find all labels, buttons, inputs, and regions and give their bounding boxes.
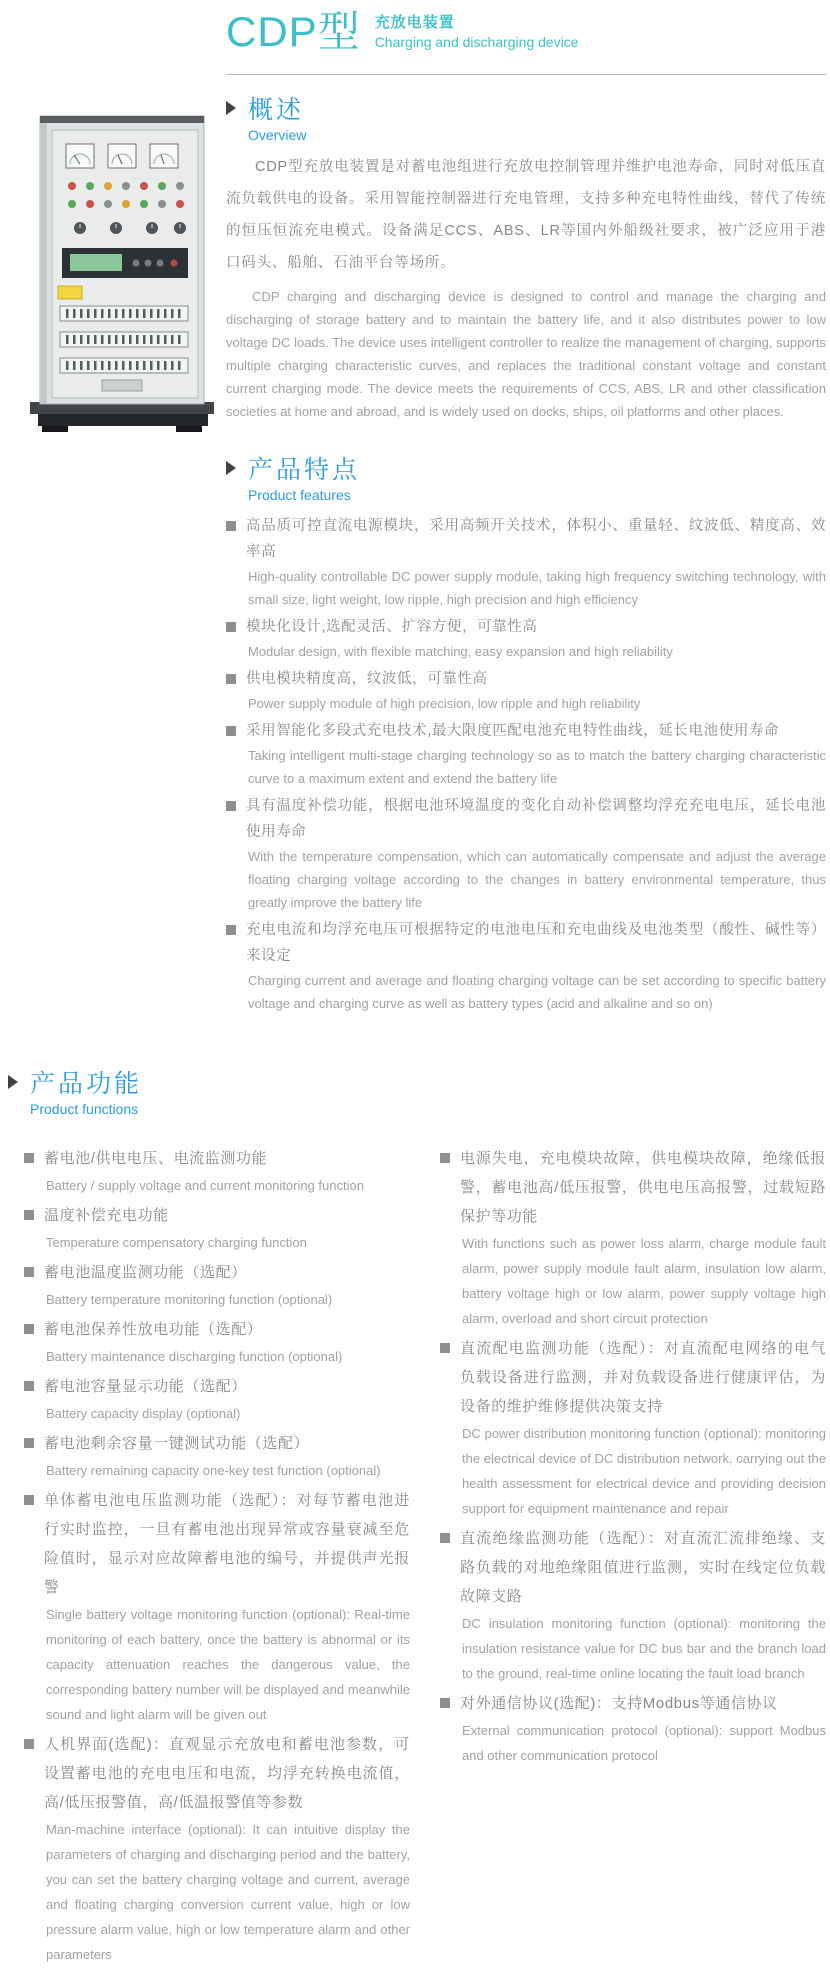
bullet-square-icon xyxy=(226,925,236,935)
feature-item xyxy=(226,614,826,663)
bullet-square-icon xyxy=(226,622,236,632)
feature-cn-text: 高品质可控直流电源模块，采用高频开关技术，体积小、重量轻、纹波低、精度高、效率高 xyxy=(246,518,826,560)
function-item xyxy=(440,1334,826,1521)
overview-title-cn: 概述 xyxy=(248,96,305,124)
feature-item xyxy=(226,666,826,715)
bullet-square-icon xyxy=(226,726,236,736)
feature-cn-text: 供电模块精度高，纹波低，可靠性高 xyxy=(246,671,488,687)
bullet-square-icon xyxy=(226,801,236,811)
function-en-text: Battery temperature monitoring function (optional) xyxy=(46,1292,333,1307)
function-cn-text: 单体蓄电池电压监测功能（选配）：对每节蓄电池进行实时监控，一旦有蓄电池出现异常或容量衰减至危险值时，显示对应故障蓄电池的编号，并提供声光报警 xyxy=(44,1492,410,1596)
bullet-square-icon xyxy=(226,521,236,531)
function-en-text: Battery / supply voltage and current monitoring function xyxy=(46,1178,364,1193)
feature-item xyxy=(226,793,826,914)
section-marker-icon xyxy=(226,461,236,475)
terminal-strips xyxy=(60,306,188,373)
function-item xyxy=(24,1486,410,1727)
feature-cn-text: 充电电流和均浮充电压可根据特定的电池电压和充电曲线及电池类型（酸性、碱性等）来设定 xyxy=(246,922,826,964)
function-item xyxy=(440,1524,826,1686)
bullet-square-icon xyxy=(440,1153,450,1163)
function-item xyxy=(24,1372,410,1426)
function-cn-text: 蓄电池/供电电压、电流监测功能 xyxy=(44,1150,268,1167)
function-en-text: Battery capacity display (optional) xyxy=(46,1406,241,1421)
bullet-square-icon xyxy=(440,1533,450,1543)
function-cn-text: 蓄电池温度监测功能（选配） xyxy=(44,1264,247,1281)
overview-paragraph-en: CDP charging and discharging device is designed to control and manage the charging and discharging of storage battery and to maintain the battery life, and it also distributes power to low voltage DC loads. The device uses intelligent controller to realize the management of charging, supports multiple charging characteristic curves, and replaces the traditional constant voltage and constant current charging mode. The device meets the requirements of CCS, ABS, LR and other classification societies at home and abroad, and is widely used on docks, ships, oil platforms and other places. xyxy=(226,289,826,419)
feature-en-text: Power supply module of high precision, low ripple and high reliability xyxy=(248,696,641,711)
functions-title-cn: 产品功能 xyxy=(30,1070,143,1098)
feature-en-text: Modular design, with flexible matching, easy expansion and high reliability xyxy=(248,644,673,659)
function-cn-text: 对外通信协议(选配)：支持Modbus等通信协议 xyxy=(460,1695,778,1712)
title-divider xyxy=(226,74,826,75)
product-title xyxy=(226,8,579,56)
functions-title-en: Product functions xyxy=(30,1101,139,1117)
product-photo xyxy=(28,112,216,434)
function-en-text: With functions such as power loss alarm, charge module fault alarm, power supply module fault alarm, insulation low alarm, battery voltage high or low alarm, power supply voltage high alarm, overload and short circuit protection xyxy=(462,1236,826,1326)
bullet-square-icon xyxy=(226,674,236,684)
warning-label xyxy=(58,286,82,299)
feature-en-text: Taking intelligent multi-stage charging technology so as to match the battery charging characteristic curve to a maximum extent and extend the battery life xyxy=(248,748,826,786)
model-subtitle xyxy=(375,12,579,52)
function-cn-text: 人机界面(选配)：直观显示充放电和蓄电池参数，可设置蓄电池的充电电压和电流，均浮充转换电流值，高/低压报警值，高/低温报警值等参数 xyxy=(44,1736,410,1811)
function-item xyxy=(24,1730,410,1967)
function-cn-text: 温度补偿充电功能 xyxy=(44,1207,169,1224)
function-item xyxy=(440,1689,826,1768)
functions-left-column xyxy=(24,1144,410,1970)
feature-cn-text: 具有温度补偿功能，根据电池环境温度的变化自动补偿调整均浮充充电电压，延长电池使用寿命 xyxy=(246,798,826,840)
display-panel xyxy=(62,248,188,278)
feature-item xyxy=(226,917,826,1015)
bullet-square-icon xyxy=(24,1739,34,1749)
function-item xyxy=(24,1144,410,1198)
feature-item xyxy=(226,513,826,611)
function-en-text: Battery remaining capacity one-key test function (optional) xyxy=(46,1463,381,1478)
subtitle-en: Charging and discharging device xyxy=(374,34,579,50)
bullet-square-icon xyxy=(440,1343,450,1353)
model-name: CDP型 xyxy=(226,8,361,55)
function-en-text: Man-machine interface (optional): It can intuitive display the parameters of charging and discharging period and the battery, you can set the battery charging voltage and current, average and floating charging conversion current value, high or low pressure alarm value, high or low temperature alarm and other parameters xyxy=(46,1822,410,1962)
function-item xyxy=(24,1258,410,1312)
section-marker-icon xyxy=(226,101,236,115)
overview-paragraph-cn: CDP型充放电装置是对蓄电池组进行充放电控制管理并维护电池寿命，同时对低压直流负载供电的设备。采用智能控制器进行充电管理，支持多种充电特性曲线，替代了传统的恒压恒流充电模式。设备满足CCS、ABS、LR等国内外船级社要求，被广泛应用于港口码头、船舶、石油平台等场所。 xyxy=(226,159,826,271)
function-cn-text: 蓄电池保养性放电功能（选配） xyxy=(44,1321,263,1338)
function-en-text: Single battery voltage monitoring function (optional): Real-time monitoring of each battery, once the battery is abnormal or its capacity attenuation reaches the dangerous value, the corresponding battery number will be displayed and meanwhile sound and light alarm will be given out xyxy=(46,1607,410,1722)
bullet-square-icon xyxy=(24,1153,34,1163)
feature-en-text: High-quality controllable DC power supply module, taking high frequency switching technology, with small size, light weight, low ripple, high precision and high efficiency xyxy=(248,569,826,607)
function-en-text: DC power distribution monitoring function (optional): monitoring the electrical device of DC distribution network, carrying out the health assessment for electrical device and providing decision support for equipment maintenance and repair xyxy=(462,1426,826,1516)
function-cn-text: 电源失电，充电模块故障，供电模块故障，绝缘低报警，蓄电池高/低压报警，供电电压高报警，过载短路保护等功能 xyxy=(460,1150,826,1225)
bullet-square-icon xyxy=(24,1438,34,1448)
feature-en-text: With the temperature compensation, which can automatically compensate and adjust the average floating charging voltage according to the changes in battery environmental temperature, thus greatly improve the battery life xyxy=(248,849,826,910)
bullet-square-icon xyxy=(24,1324,34,1334)
overview-title-en: Overview xyxy=(248,127,307,143)
feature-en-text: Charging current and average and floating charging voltage can be set according to specific battery voltage and charging curve as well as battery types (acid and alkaline and so on) xyxy=(248,973,826,1011)
feature-cn-text: 模块化设计,选配灵活、扩容方便，可靠性高 xyxy=(246,619,538,635)
bullet-square-icon xyxy=(24,1381,34,1391)
section-marker-icon xyxy=(8,1075,18,1089)
function-cn-text: 直流绝缘监测功能（选配）：对直流汇流排绝缘、支路负载的对地绝缘阻值进行监测，实时在线定位负载故障支路 xyxy=(460,1530,826,1605)
function-en-text: DC insulation monitoring function (optional): monitoring the insulation resistance value for DC bus bar and the branch load to the ground, real-time online locating the fault load branch xyxy=(462,1616,826,1681)
function-cn-text: 蓄电池容量显示功能（选配） xyxy=(44,1378,247,1395)
function-item xyxy=(24,1201,410,1255)
features-section xyxy=(226,450,826,1018)
bullet-square-icon xyxy=(24,1495,34,1505)
function-cn-text: 蓄电池剩余容量一键测试功能（选配） xyxy=(44,1435,310,1452)
function-item xyxy=(24,1429,410,1483)
feature-item xyxy=(226,718,826,790)
bullet-square-icon xyxy=(24,1210,34,1220)
bullet-square-icon xyxy=(440,1698,450,1708)
panel-meters xyxy=(66,144,178,168)
function-item xyxy=(24,1315,410,1369)
functions-section xyxy=(8,1064,826,1962)
function-en-text: Battery maintenance discharging function (optional) xyxy=(46,1349,343,1364)
bullet-square-icon xyxy=(24,1267,34,1277)
function-en-text: External communication protocol (optional): support Modbus and other communication protocol xyxy=(462,1723,826,1763)
functions-right-column xyxy=(440,1144,826,1771)
features-title-cn: 产品特点 xyxy=(248,456,361,484)
overview-section xyxy=(226,90,826,423)
function-item xyxy=(440,1144,826,1331)
charging-cabinet-illustration xyxy=(28,112,216,434)
subtitle-cn: 充放电装置 xyxy=(374,14,455,31)
features-title-en: Product features xyxy=(248,487,351,503)
function-en-text: Temperature compensatory charging function xyxy=(46,1235,307,1250)
feature-cn-text: 采用智能化多段式充电技术,最大限度匹配电池充电特性曲线，延长电池使用寿命 xyxy=(246,723,780,739)
function-cn-text: 直流配电监测功能（选配）：对直流配电网络的电气负载设备进行监测，并对负载设备进行健康评估，为设备的维护维修提供决策支持 xyxy=(460,1340,826,1415)
